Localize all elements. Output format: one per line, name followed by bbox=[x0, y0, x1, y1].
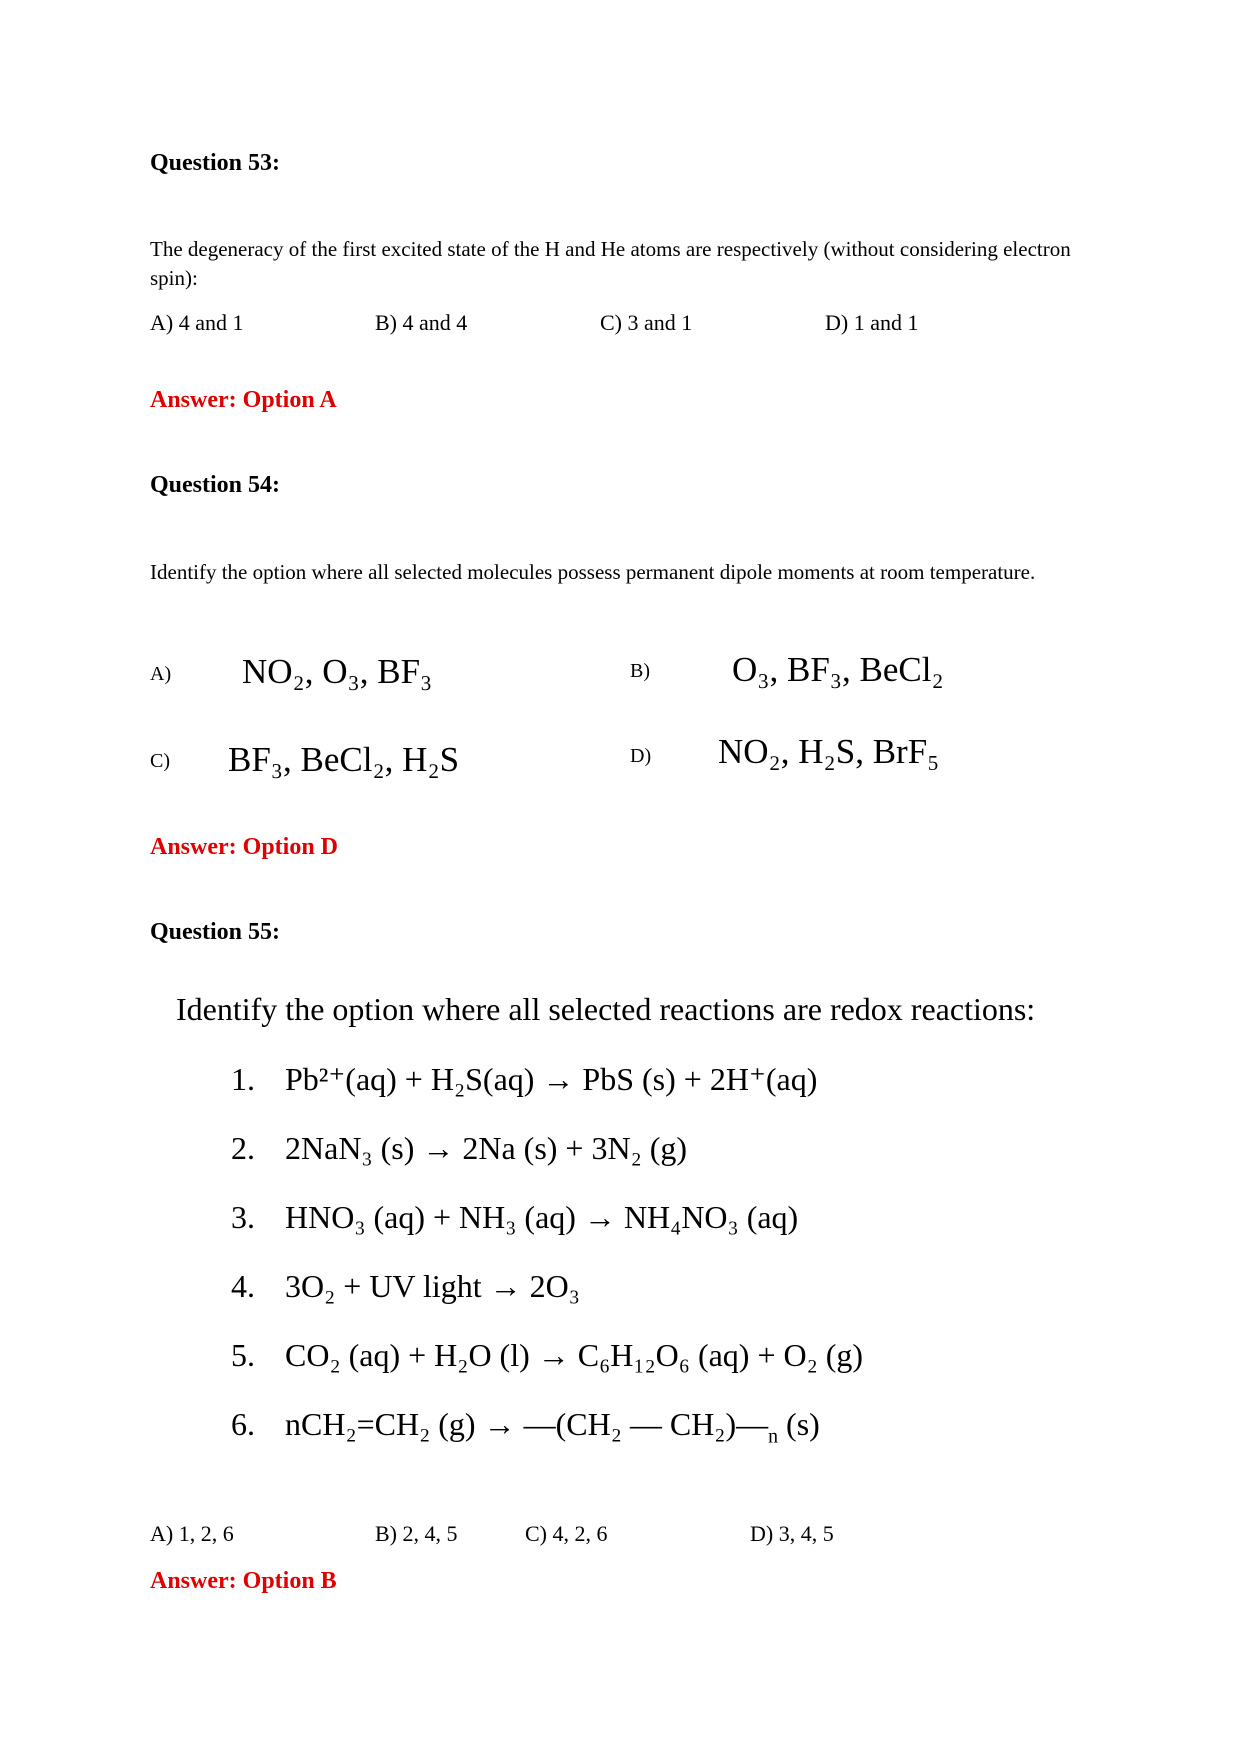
question-54-text: Identify the option where all selected molecules possess permanent dipole moments at room temperature. bbox=[150, 560, 1036, 584]
reaction-number: 2. bbox=[231, 1130, 255, 1166]
reaction-number: 4. bbox=[231, 1268, 255, 1304]
question-54-title: Question 54: bbox=[150, 472, 281, 498]
question-54-option-d-value: NO₂, H₂S, BrF₅ bbox=[718, 732, 940, 771]
reaction-item bbox=[231, 1199, 798, 1236]
question-53-text: The degeneracy of the first excited state of the H and He atoms are respectively (without considering electron spin): bbox=[150, 237, 1071, 290]
question-53-answer: Answer: Option A bbox=[150, 387, 337, 413]
question-55-option-a: A) 1, 2, 6 bbox=[150, 1521, 234, 1546]
polymer-subscript: n bbox=[768, 1425, 779, 1448]
question-55-title: Question 55: bbox=[150, 919, 281, 945]
reaction-number: 3. bbox=[231, 1199, 255, 1235]
reaction-item bbox=[231, 1060, 817, 1098]
reaction-equation: HNO₃ (aq) + NH₃ (aq) → NH₄NO₃ (aq) bbox=[285, 1199, 799, 1235]
reaction-equation: CO₂ (aq) + H₂O (l) → C₆H₁₂O₆ (aq) + O₂ (g) bbox=[285, 1337, 864, 1373]
question-53-title: Question 53: bbox=[150, 150, 281, 176]
reaction-equation: 2NaN₃ (s) → 2Na (s) + 3N₂ (g) bbox=[285, 1130, 688, 1166]
question-54-option-a-label: A) bbox=[150, 663, 172, 685]
question-54-option-c-label: C) bbox=[150, 750, 170, 772]
question-54-option-b-label: B) bbox=[630, 660, 650, 682]
question-55-option-b: B) 2, 4, 5 bbox=[375, 1521, 458, 1546]
question-53-option-d: D) 1 and 1 bbox=[825, 310, 919, 335]
question-54-option-c-value: BF₃, BeCl₂, H₂S bbox=[228, 740, 460, 779]
reaction-item bbox=[231, 1406, 820, 1448]
reaction-equation-state: (s) bbox=[778, 1406, 820, 1442]
question-55-option-d: D) 3, 4, 5 bbox=[750, 1521, 834, 1546]
question-53-option-a: A) 4 and 1 bbox=[150, 310, 244, 335]
reaction-item bbox=[231, 1268, 580, 1305]
question-55-prompt: Identify the option where all selected reactions are redox reactions: bbox=[176, 991, 1036, 1027]
reaction-number: 1. bbox=[231, 1061, 255, 1097]
reaction-equation: 3O₂ + UV light → 2O₃ bbox=[285, 1268, 580, 1304]
question-54-answer: Answer: Option D bbox=[150, 834, 339, 860]
reaction-item bbox=[231, 1130, 687, 1167]
question-54-option-b-value: O₃, BF₃, BeCl₂ bbox=[732, 650, 944, 689]
reaction-number: 5. bbox=[231, 1337, 255, 1373]
reaction-equation: Pb²⁺(aq) + H₂S(aq) → PbS (s) + 2H⁺(aq) bbox=[285, 1061, 818, 1097]
question-55-answer: Answer: Option B bbox=[150, 1568, 337, 1594]
question-54-option-d-label: D) bbox=[630, 745, 652, 767]
question-53-option-c: C) 3 and 1 bbox=[600, 310, 693, 335]
question-53-option-b: B) 4 and 4 bbox=[375, 310, 468, 335]
question-54-option-a-value: NO₂, O₃, BF₃ bbox=[242, 652, 433, 691]
question-55-option-c: C) 4, 2, 6 bbox=[525, 1521, 608, 1546]
reaction-item bbox=[231, 1337, 863, 1374]
reaction-number: 6. bbox=[231, 1406, 255, 1442]
reaction-equation: nCH₂=CH₂ (g) → —(CH₂ — CH₂)— bbox=[285, 1406, 769, 1442]
